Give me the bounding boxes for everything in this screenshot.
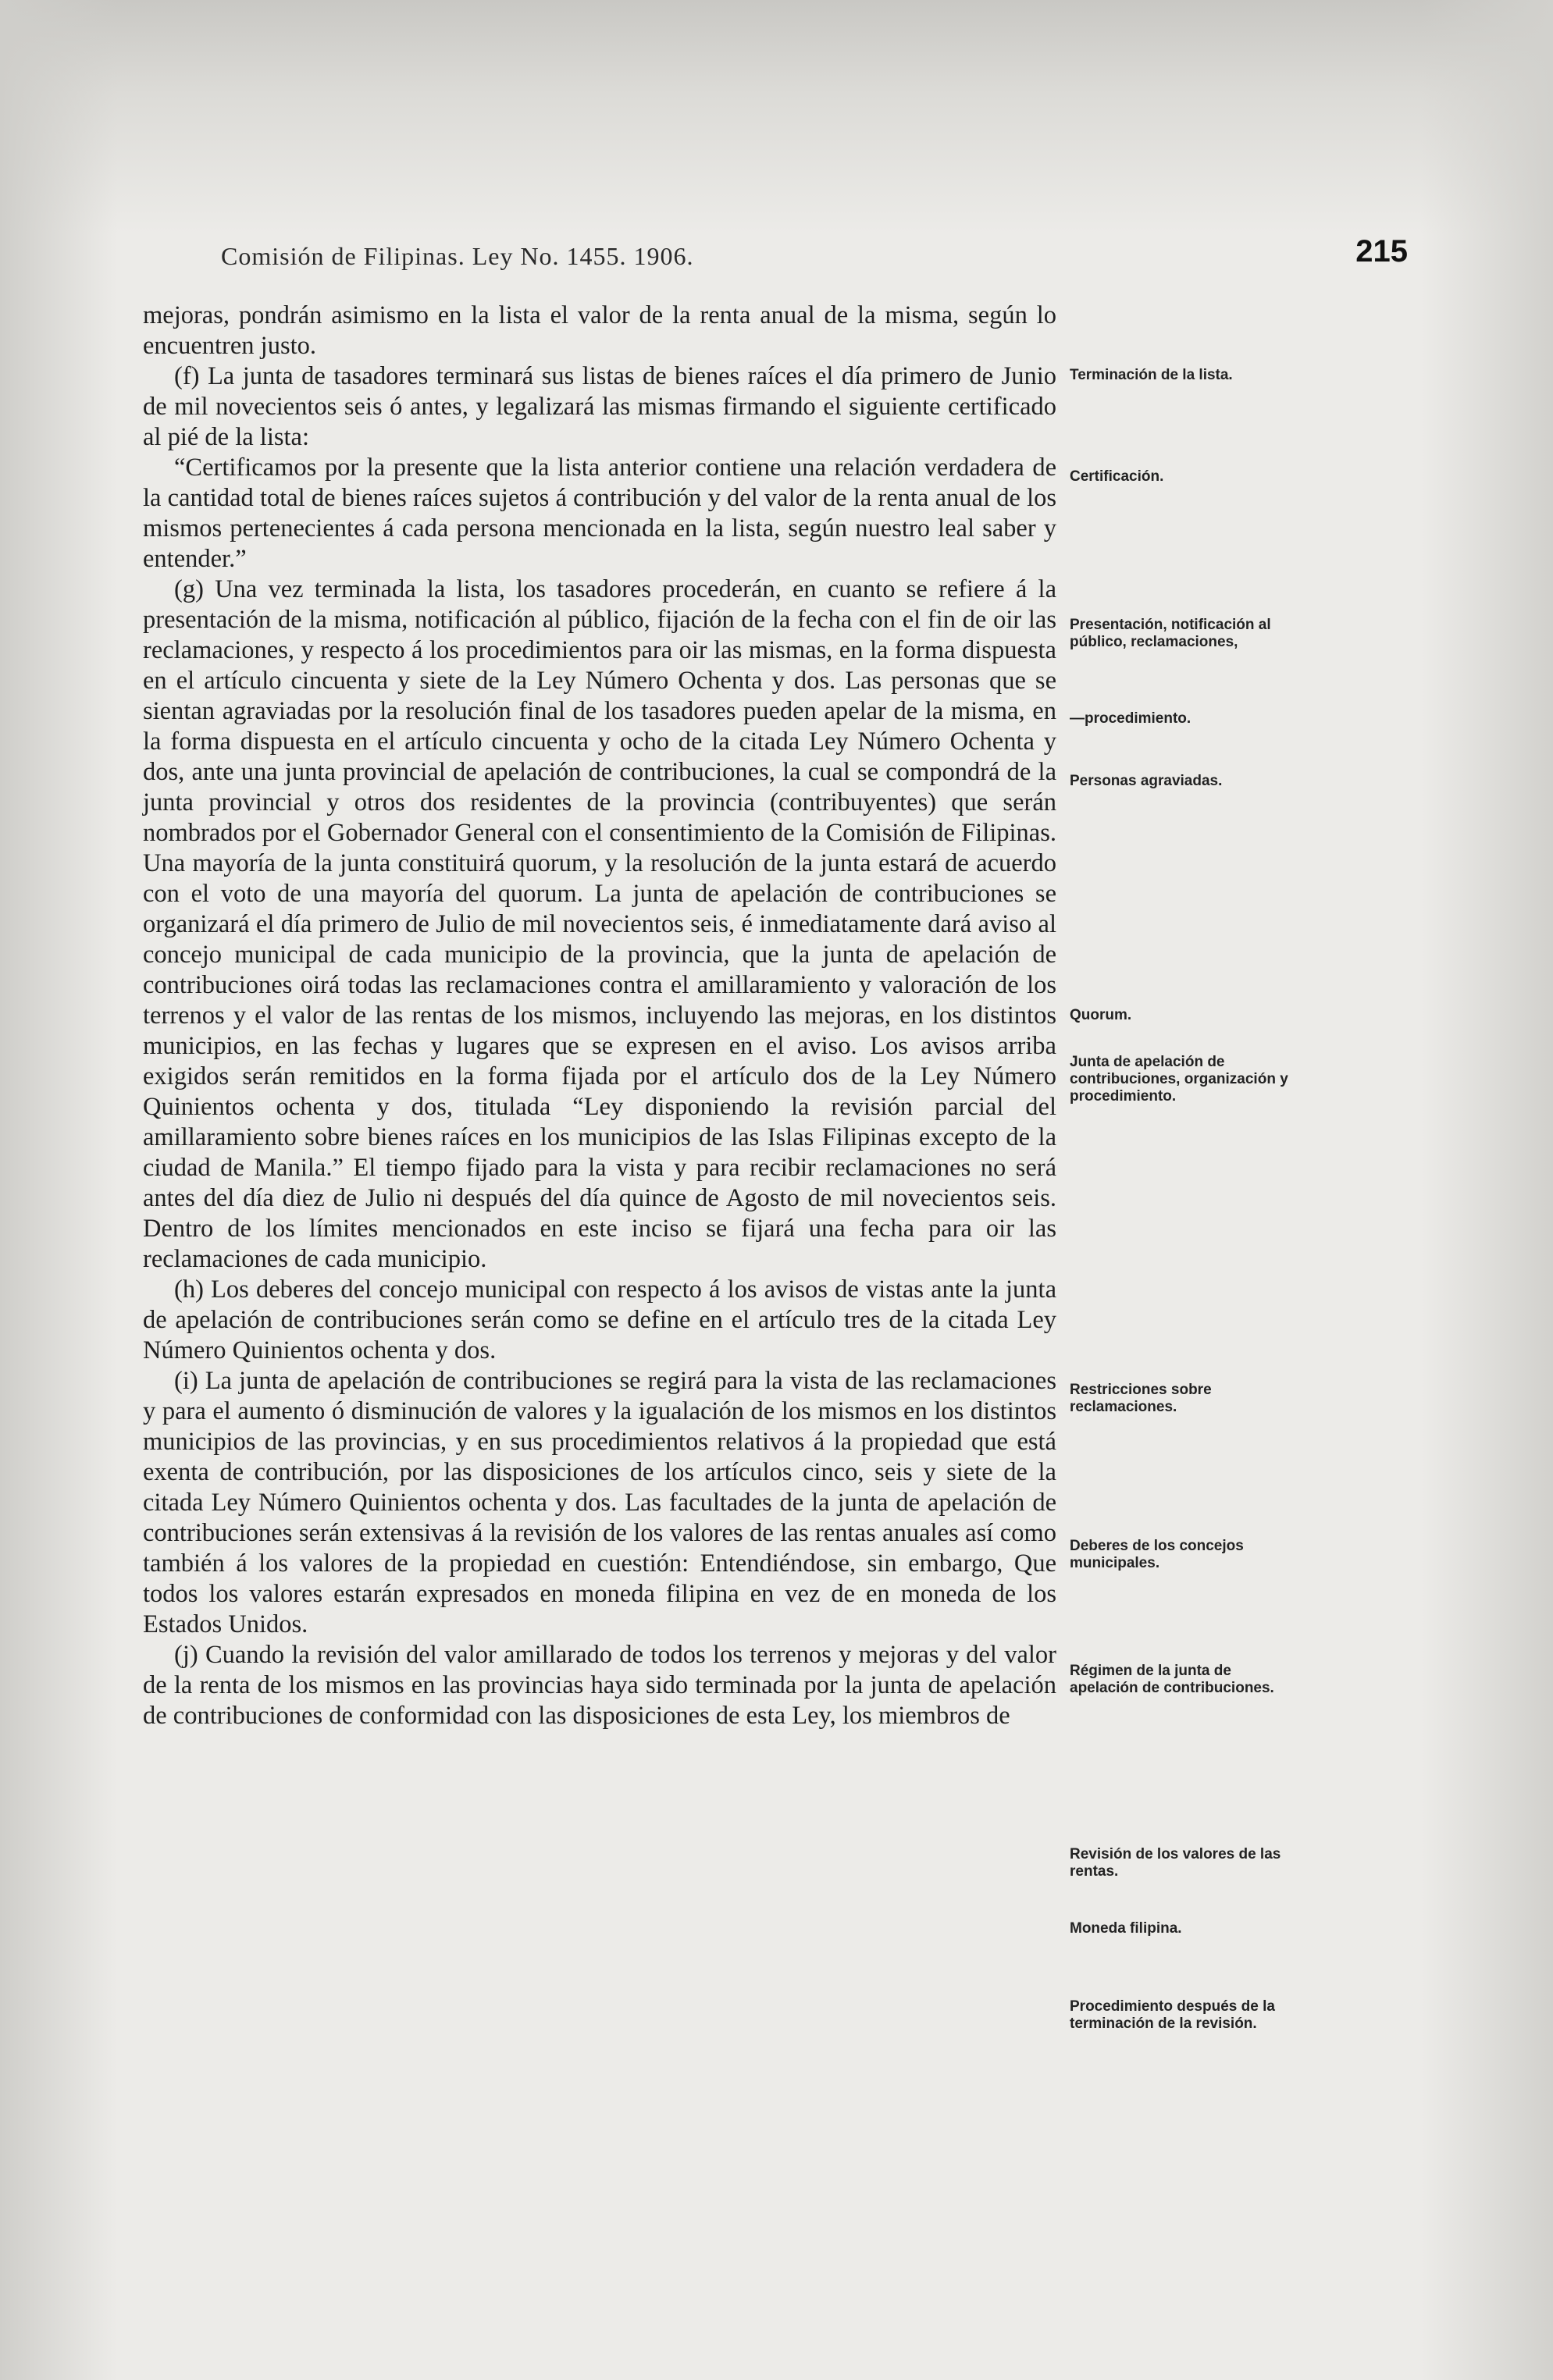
marginal-note: —procedimiento.: [1070, 710, 1191, 727]
running-head-title: Comisión de Filipinas. Ley No. 1455. 1906.: [221, 242, 694, 270]
paragraph-j: (j) Cuando la revisión del valor amillarado de todos los terrenos y mejoras y del valor de la renta de los mismos en las provincias haya sido terminada por la junta de apelación de contribuciones de conformidad con las disposiciones de esta Ley, los miembros de: [143, 1641, 1056, 1730]
page-number: 215: [1355, 234, 1408, 269]
marginal-note: Régimen de la junta de apelación de contribuciones.: [1070, 1663, 1274, 1696]
marginal-note: Quorum.: [1070, 1007, 1132, 1023]
paragraph-h: (h) Los deberes del concejo municipal con respecto á los avisos de vistas ante la junta de apelación de contribuciones serán como se define en el artículo tres de la citada Ley Número Quinientos ochenta y dos.: [143, 1275, 1056, 1364]
running-head: [221, 234, 1408, 281]
marginal-note: Personas agraviadas.: [1070, 773, 1223, 789]
body-text: [143, 301, 1056, 1731]
marginal-note: Revisión de los valores de las rentas.: [1070, 1846, 1281, 1880]
marginal-note: Presentación, notificación al público, reclamaciones,: [1070, 617, 1271, 650]
paragraph-g: (g) Una vez terminada la lista, los tasadores procederán, en cuanto se refiere á la presentación de la misma, notificación al público, fijación de la fecha con el fin de oir las reclamaciones, y respecto á los procedimientos para oir las mismas, en la forma dispuesta en el artículo cincuenta y siete de la Ley Número Ochenta y dos. Las personas que se sientan agraviadas por la resolución final de los tasadores pueden apelar de la misma, en la forma dispuesta en el artículo cincuenta y ocho de la citada Ley Número Ochenta y dos, ante una junta provincial de apelación de contribuciones, la cual se compondrá de la junta provincial y otros dos residentes de la provincia (contribuyentes) que serán nombrados por el Gobernador General con el consentimiento de la Comisión de Filipinas. Una mayoría de la junta constituirá quorum, y la resolución de la junta estará de acuerdo con el voto de una mayoría del quorum. La junta de apelación de contribuciones se organizará el día primero de Julio de mil novecientos seis, é inmediatamente dará aviso al concejo municipal de cada municipio de la provincia, que la junta de apelación de contribuciones oirá todas las reclamaciones contra el amillaramiento y valoración de los terrenos y el valor de las rentas de los mismos, incluyendo las mejoras, en los distintos municipios, en las fechas y lugares que se expresen en el aviso. Los avisos arriba exigidos serán remitidos en la forma fijada por el artículo dos de la Ley Número Quinientos ochenta y dos, titulada “Ley disponiendo la revisión parcial del amillaramiento sobre bienes raíces en los municipios de las Islas Filipinas excepto de la ciudad de Manila.” El tiempo fijado para la vista y para recibir reclamaciones no será antes del día diez de Julio ni después del día quince de Agosto de mil novecientos seis. Dentro de los límites mencionados en este inciso se fijará una fecha para oir las reclamaciones de cada municipio.: [143, 575, 1056, 1273]
scan-shadow-right: [1420, 0, 1553, 2380]
marginal-note: Terminación de la lista.: [1070, 367, 1233, 383]
paragraph-i: (i) La junta de apelación de contribuciones se regirá para la vista de las reclamaciones y para el aumento ó disminución de valores y la igualación de los mismos en los distintos municipios de las provincias, y en sus procedimientos relativos á la propiedad que está exenta de contribución, por las disposiciones de los artículos cinco, seis y siete de la citada Ley Número Quinientos ochenta y dos. Las facultades de la junta de apelación de contribuciones serán extensivas á la revisión de los valores de las rentas anuales así como también á los valores de la propiedad en cuestión: Entendiéndose, sin embargo, Que todos los valores estarán expresados en moneda filipina en vez de en moneda de los Estados Unidos.: [143, 1367, 1056, 1638]
marginal-note: Deberes de los concejos municipales.: [1070, 1538, 1244, 1571]
scan-shadow-top: [0, 0, 1553, 234]
paragraph-continuation: mejoras, pondrán asimismo en la lista el valor de la renta anual de la misma, según lo encuentren justo.: [143, 301, 1056, 360]
marginal-note: Certificación.: [1070, 468, 1164, 485]
marginal-note: Procedimiento después de la terminación de la revisión.: [1070, 1998, 1275, 2032]
paragraph-f: (f) La junta de tasadores terminará sus listas de bienes raíces el día primero de Junio de mil novecientos seis ó antes, y legalizará las mismas firmando el siguiente certificado al pié de la lista:: [143, 362, 1056, 451]
marginal-note: Junta de apelación de contribuciones, organización y procedimiento.: [1070, 1054, 1288, 1105]
paragraph-certificate: “Certificamos por la presente que la lista anterior contiene una relación verdadera de la cantidad total de bienes raíces sujetos á contribución y del valor de la renta anual de los mismos pertenecientes á cada persona mencionada en la lista, según nuestro leal saber y entender.”: [143, 454, 1056, 573]
marginal-note: Restricciones sobre reclamaciones.: [1070, 1382, 1212, 1415]
scan-shadow-left: [0, 0, 117, 2380]
marginal-note: Moneda filipina.: [1070, 1920, 1182, 1937]
